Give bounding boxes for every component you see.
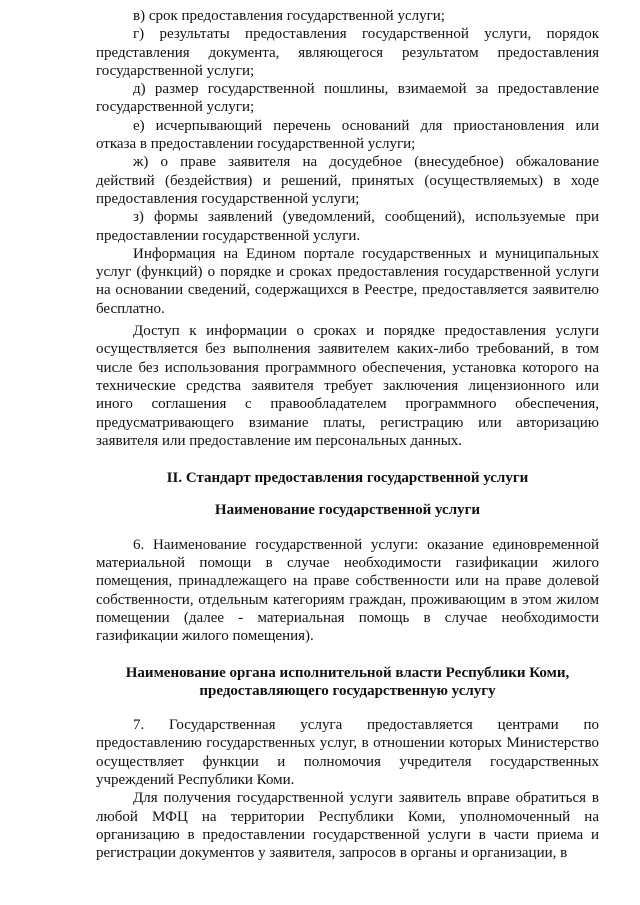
paragraph-6: 6. Наименование государственной услуги: оказание единовременной материальной помощи в случае необходимости газификации жилого помещения, принадлежащего на праве собственности или на праве долевой собственности, отдельным категориям граждан, проживающим в этом жилом помещении (далее - материальная помощь в случае необходимости газификации жилого помещения).: [96, 536, 599, 645]
access-info-paragraph: Доступ к информации о сроках и порядке предоставления услуги осуществляется без выполнения заявителем каких-либо требований, в том числе без использования программного обеспечения, установка которого на технические средства заявителя требует заключения лицензионного или иного соглашения с правообладателем программного обеспечения, предусматривающего взимание платы, регистрацию или авторизацию заявителя или предоставление им персональных данных.: [96, 323, 599, 449]
paragraph-7: 7. Государственная услуга предоставляется центрами по предоставлению государственных услуг, в отношении которых Министерство осуществляет функции и полномочия учредителя государственных учреждений Республики Коми.: [96, 717, 599, 788]
list-item-g: г) результаты предоставления государственной услуги, порядок представления документа, являющегося результатом предоставления государственной услуги;: [96, 26, 599, 79]
subsection-title-organ: [96, 664, 599, 701]
subsection-title-organ-line2: предоставляющего государственную услугу: [199, 682, 496, 699]
section-title: II. Стандарт предоставления государственной услуги: [166, 470, 529, 487]
list-item-z: з) формы заявлений (уведомлений, сообщений), используемые при предоставлении государственной услуги.: [96, 209, 599, 244]
list-item-e: е) исчерпывающий перечень оснований для приостановления или отказа в предоставлении государственной услуги;: [96, 117, 599, 153]
subsection-title-organ-line1: Наименование органа исполнительной власти Республики Коми,: [125, 664, 570, 681]
list-item-v: в) срок предоставления государственной услуги;: [133, 8, 445, 24]
list-item-d: д) размер государственной пошлины, взимаемой за предоставление государственной услуги;: [96, 81, 599, 116]
document-page: [96, 7, 599, 862]
info-portal-paragraph: Информация на Едином портале государственных и муниципальных услуг (функций) о порядке и сроках предоставления государственной услуги на основании сведений, содержащихся в Реестре, предоставляется заявителю бесплатно.: [96, 245, 599, 317]
subsection-title-service-name: Наименование государственной услуги: [214, 502, 481, 519]
list-item-zh: ж) о праве заявителя на досудебное (внесудебное) обжалование действий (бездействия) и решений, принятых (осуществляемых) в ходе предоставления государственной услуги;: [96, 154, 599, 207]
paragraph-mfc: Для получения государственной услуги заявитель вправе обратиться в любой МФЦ на территории Республики Коми, уполномоченный на организацию в предоставлении государственной услуги в части приема и регистрации документов у заявителя, запросов в органы и организации, в: [96, 790, 599, 862]
